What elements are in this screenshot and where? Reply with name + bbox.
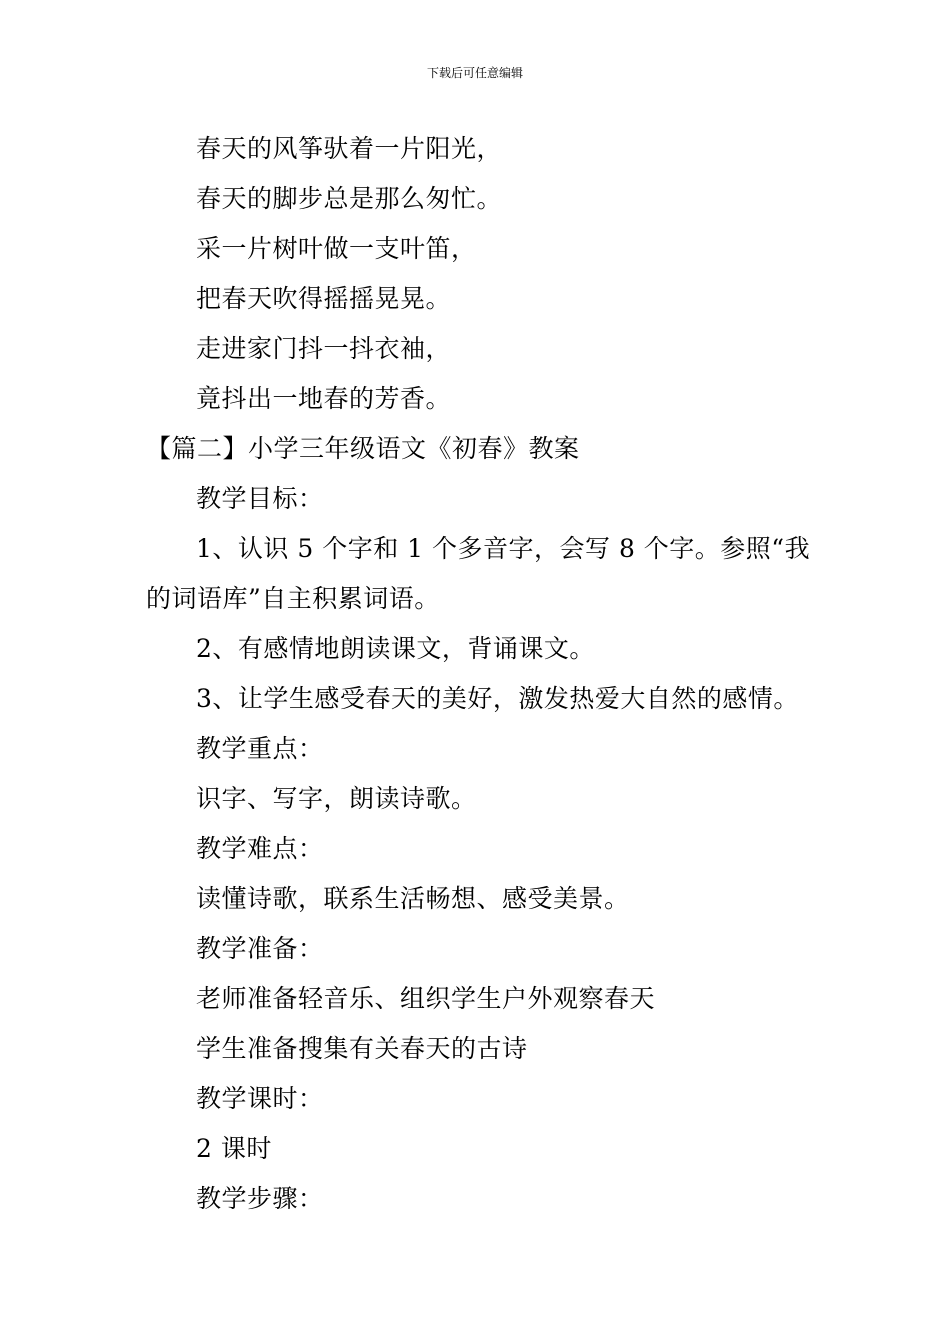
goal-1-line-2: 的词语库”自主积累词语。 xyxy=(146,584,440,613)
preparation-heading: 教学准备： xyxy=(196,934,324,963)
poem-line-5: 走进家门抖一抖衣袖， xyxy=(196,334,452,363)
key-points-heading: 教学重点： xyxy=(196,734,324,763)
poem-line-4: 把春天吹得摇摇晃晃。 xyxy=(196,284,452,313)
poem-line-2: 春天的脚步总是那么匆忙。 xyxy=(196,184,503,213)
teaching-steps-heading: 教学步骤： xyxy=(196,1184,324,1213)
class-hours-heading: 教学课时： xyxy=(196,1084,324,1113)
section-title: 【篇二】小学三年级语文《初春》教案 xyxy=(146,434,580,463)
poem-line-6: 竟抖出一地春的芳香。 xyxy=(196,384,452,413)
goal-3: 3、让学生感受春天的美好，激发热爱大自然的感情。 xyxy=(196,684,799,713)
goals-heading: 教学目标： xyxy=(196,484,324,513)
poem-line-3: 采一片树叶做一支叶笛， xyxy=(196,234,477,263)
goal-2: 2、有感情地朗读课文，背诵课文。 xyxy=(196,634,595,663)
difficulty-heading: 教学难点： xyxy=(196,834,324,863)
preparation-teacher: 老师准备轻音乐、组织学生户外观察春天 xyxy=(196,984,656,1013)
difficulty-text: 读懂诗歌，联系生活畅想、感受美景。 xyxy=(196,884,630,913)
document-body xyxy=(146,124,814,1224)
page-header-note: 下载后可任意编辑 xyxy=(426,66,523,80)
poem-line-1: 春天的风筝驮着一片阳光， xyxy=(196,134,503,163)
key-points-text: 识字、写字，朗读诗歌。 xyxy=(196,784,477,813)
goal-1-line-1: 1、认识 5 个字和 1 个多音字，会写 8 个字。参照“我 xyxy=(196,534,811,563)
preparation-student: 学生准备搜集有关春天的古诗 xyxy=(196,1034,528,1063)
class-hours-text: 2 课时 xyxy=(196,1134,272,1163)
